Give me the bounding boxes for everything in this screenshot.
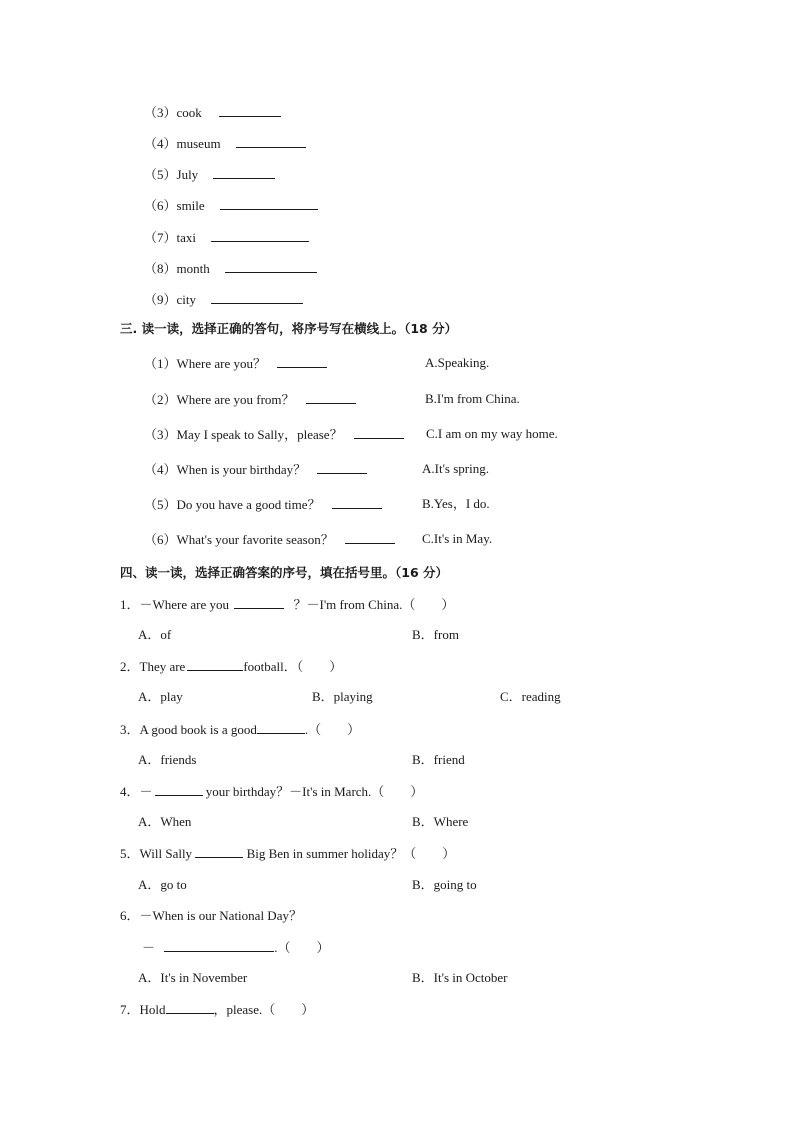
- question-text: Big Ben in summer holiday？（ ）: [246, 846, 456, 861]
- answer-blank[interactable]: [354, 426, 404, 439]
- question-text: ，please.（ ）: [213, 1002, 315, 1017]
- question-text: .（ ）: [274, 940, 330, 955]
- match-answer-a-speaking: A.Speaking.: [425, 355, 490, 370]
- question-text: 2．They are: [120, 659, 186, 674]
- option-a[interactable]: A．When: [138, 814, 192, 829]
- vocab-item-6: [144, 197, 318, 214]
- match-answer-c-home: C.I am on my way home.: [426, 426, 558, 441]
- answer-blank[interactable]: [236, 135, 306, 148]
- vocab-number: （3）: [144, 105, 177, 120]
- answer-blank[interactable]: [225, 260, 317, 273]
- option-a[interactable]: A．go to: [138, 877, 187, 892]
- answer-blank[interactable]: [317, 461, 367, 474]
- question-text: （2）Where are you from？: [144, 392, 295, 407]
- answer-blank[interactable]: [211, 229, 309, 242]
- vocab-item-9: [144, 291, 303, 308]
- vocab-number: （4）: [144, 136, 177, 151]
- option-b[interactable]: B．Where: [412, 814, 469, 829]
- answer-blank[interactable]: [345, 531, 395, 544]
- vocab-number: （7）: [144, 230, 177, 245]
- mc-question-3: [120, 721, 360, 738]
- question-text: 4．－: [120, 784, 153, 799]
- match-question-2: [144, 391, 356, 408]
- question-text: （5）Do you have a good time？: [144, 497, 321, 512]
- question-text: your birthday？－It's in March.（ ）: [205, 784, 424, 799]
- mc-question-2: [120, 658, 342, 675]
- answer-blank[interactable]: [195, 845, 243, 858]
- vocab-item-5: [144, 166, 275, 183]
- vocab-item-4: [144, 135, 306, 152]
- mc-question-4: [120, 783, 423, 800]
- vocab-word: cook: [176, 105, 202, 120]
- answer-blank[interactable]: [155, 783, 203, 796]
- vocab-number: （8）: [144, 261, 177, 276]
- section-3-heading: 三. 读一读，选择正确的答句，将序号写在横线上。（18 分）: [120, 321, 458, 336]
- question-text: .（ ）: [304, 722, 361, 737]
- vocab-word: July: [176, 167, 199, 182]
- option-b[interactable]: B．friend: [412, 752, 465, 767]
- option-a[interactable]: A．of: [138, 627, 172, 642]
- option-b[interactable]: B．from: [412, 627, 459, 642]
- vocab-word: taxi: [176, 230, 197, 245]
- vocab-number: （5）: [144, 167, 177, 182]
- answer-blank[interactable]: [220, 197, 318, 210]
- mc-question-6: 6．－When is our National Day？: [120, 908, 302, 923]
- mc-question-5: [120, 845, 455, 862]
- match-answer-b-china: B.I'm from China.: [425, 391, 520, 406]
- option-b[interactable]: B．going to: [412, 877, 477, 892]
- answer-blank[interactable]: [257, 721, 305, 734]
- match-answer-c-may: C.It's in May.: [422, 531, 493, 546]
- question-text: ？－I'm from China.（ ）: [293, 597, 455, 612]
- question-text: 3．A good book is a good: [120, 722, 257, 737]
- question-text: 1．－Where are you: [120, 597, 230, 612]
- option-a[interactable]: A．friends: [138, 752, 197, 767]
- vocab-number: （9）: [144, 292, 177, 307]
- vocab-word: month: [176, 261, 210, 276]
- answer-blank[interactable]: [187, 658, 243, 671]
- mc-question-7: [120, 1001, 314, 1018]
- question-text: （1）Where are you？: [144, 356, 267, 371]
- vocab-word: smile: [176, 198, 205, 213]
- answer-blank[interactable]: [332, 496, 382, 509]
- answer-blank[interactable]: [306, 391, 356, 404]
- match-answer-b-yes: B.Yes，I do.: [422, 496, 490, 511]
- answer-blank[interactable]: [213, 166, 275, 179]
- match-question-4: [144, 461, 367, 478]
- question-text: （3）May I speak to Sally，please？: [144, 427, 343, 442]
- answer-blank[interactable]: [277, 355, 327, 368]
- match-question-5: [144, 496, 382, 513]
- option-c[interactable]: C．reading: [500, 689, 561, 704]
- question-text: football．（ ）: [243, 659, 343, 674]
- vocab-word: museum: [176, 136, 221, 151]
- mc-question-6-answer-line: [142, 939, 330, 956]
- answer-blank[interactable]: [164, 939, 274, 952]
- question-text: （6）What's your favorite season？: [144, 532, 334, 547]
- vocab-item-3: [144, 104, 281, 121]
- match-question-1: [144, 355, 327, 372]
- vocab-number: （6）: [144, 198, 177, 213]
- answer-blank[interactable]: [166, 1001, 214, 1014]
- question-text: 5．Will Sally: [120, 846, 193, 861]
- vocab-word: city: [176, 292, 197, 307]
- vocab-item-7: [144, 229, 309, 246]
- option-b[interactable]: B．playing: [312, 689, 373, 704]
- option-b[interactable]: B．It's in October: [412, 970, 508, 985]
- section-4-heading: 四、读一读，选择正确答案的序号，填在括号里。（16 分）: [120, 565, 448, 580]
- answer-blank[interactable]: [234, 596, 284, 609]
- option-a[interactable]: A．It's in November: [138, 970, 248, 985]
- question-text: （4）When is your birthday？: [144, 462, 307, 477]
- option-a[interactable]: A．play: [138, 689, 183, 704]
- answer-blank[interactable]: [211, 291, 303, 304]
- match-question-3: [144, 426, 404, 443]
- question-text: 7．Hold: [120, 1002, 166, 1017]
- match-answer-a-spring: A.It's spring.: [422, 461, 489, 476]
- question-text: －: [142, 940, 156, 955]
- match-question-6: [144, 531, 395, 548]
- vocab-item-8: [144, 260, 317, 277]
- mc-question-1: [120, 596, 454, 613]
- answer-blank[interactable]: [219, 104, 281, 117]
